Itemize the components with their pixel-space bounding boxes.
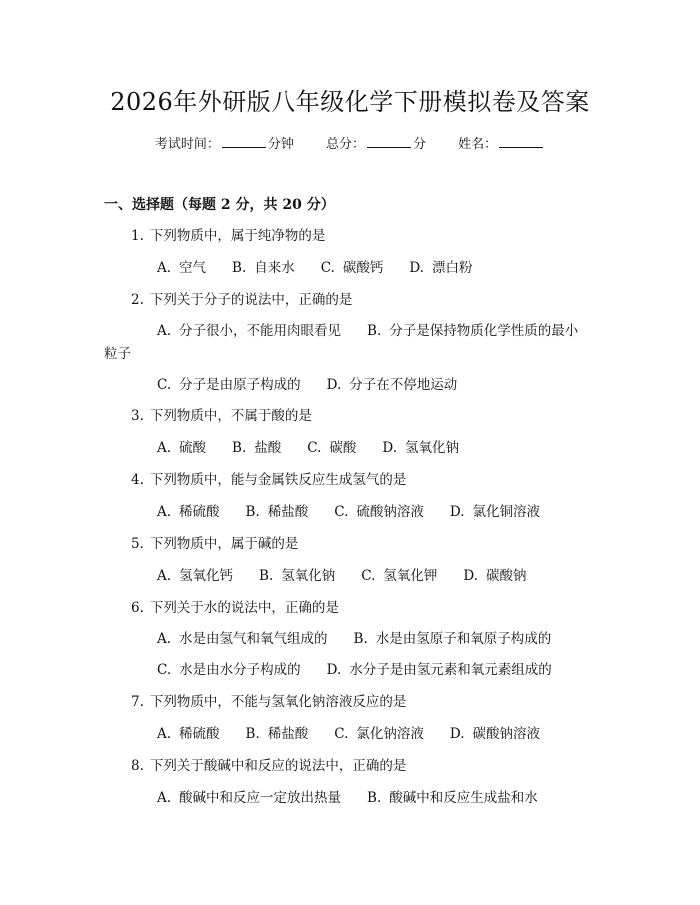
option-c: C. 水是由水分子构成的 — [157, 662, 301, 678]
option-b: B. 氢氧化钠 — [259, 568, 336, 584]
name-field — [458, 137, 545, 152]
option-c: C. 分子是由原子构成的 — [157, 377, 301, 393]
option-c: C. 碳酸 — [307, 440, 357, 456]
options-2-line2 — [157, 373, 483, 393]
question-number: 6. — [131, 600, 144, 616]
time-field — [155, 137, 294, 152]
option-c: C. 硫酸钠溶液 — [334, 504, 424, 520]
option-b-wrap: 粒子 — [104, 346, 131, 362]
option-d: D. 分子在不停地运动 — [326, 377, 458, 393]
question-8 — [131, 754, 406, 774]
score-label: 总分： — [325, 137, 365, 152]
option-d: D. 水分子是由氢元素和氧元素组成的 — [326, 662, 552, 678]
option-d: D. 氯化铜溶液 — [449, 504, 541, 520]
option-b: B. 分子是保持物质化学性质的最小 — [367, 323, 579, 339]
question-number: 4. — [131, 472, 144, 488]
options-6-line1 — [157, 627, 551, 647]
option-b: B. 稀盐酸 — [245, 726, 309, 742]
option-b: B. 酸碱中和反应生成盐和水 — [367, 790, 538, 806]
options-1 — [157, 256, 499, 276]
question-5 — [131, 532, 298, 552]
time-label: 考试时间： — [154, 137, 220, 152]
page-title: 2026年外研版八年级化学下册模拟卷及答案 — [110, 88, 590, 116]
options-3 — [157, 436, 485, 456]
question-number: 5. — [131, 536, 144, 552]
exam-meta — [0, 133, 700, 152]
options-7 — [157, 722, 540, 742]
question-text: 下列物质中，不属于酸的是 — [149, 408, 312, 424]
question-text: 下列物质中，能与金属铁反应生成氢气的是 — [149, 472, 407, 488]
question-number: 3. — [131, 408, 144, 424]
option-c: C. 氯化钠溶液 — [334, 726, 424, 742]
option-d: D. 碳酸钠溶液 — [449, 726, 541, 742]
option-c: C. 碳酸钙 — [320, 260, 384, 276]
option-d: D. 碳酸钠 — [463, 568, 527, 584]
question-text: 下列关于酸碱中和反应的说法中，正确的是 — [149, 758, 407, 774]
question-number: 2. — [131, 292, 144, 308]
question-text: 下列关于水的说法中，正确的是 — [149, 600, 339, 616]
options-5 — [157, 564, 553, 584]
name-blank — [499, 137, 543, 148]
question-6 — [131, 596, 339, 616]
options-6-line2 — [157, 658, 552, 678]
question-number: 7. — [131, 694, 144, 710]
options-8 — [157, 786, 564, 806]
question-text: 下列物质中，属于纯净物的是 — [149, 228, 326, 244]
question-1 — [131, 224, 325, 244]
option-b: B. 稀盐酸 — [245, 504, 309, 520]
time-unit: 分钟 — [267, 137, 294, 152]
option-a: A. 稀硫酸 — [157, 726, 220, 742]
option-a: A. 稀硫酸 — [157, 504, 220, 520]
option-b: B. 自来水 — [232, 260, 295, 276]
options-2-line1 — [157, 319, 578, 339]
options-4 — [157, 500, 566, 520]
score-unit: 分 — [413, 137, 427, 152]
score-blank — [367, 137, 411, 148]
question-7 — [131, 690, 406, 710]
question-number: 1. — [131, 228, 144, 244]
score-field — [326, 137, 426, 152]
question-4 — [131, 468, 406, 488]
section-title: 一、选择题（每题 2 分，共 20 分） — [104, 197, 335, 213]
option-a: A. 氢氧化钙 — [157, 568, 234, 584]
question-3 — [131, 404, 312, 424]
option-c: C. 氢氧化钾 — [361, 568, 438, 584]
option-a: A. 水是由氢气和氧气组成的 — [157, 631, 328, 647]
option-a: A. 空气 — [157, 260, 207, 276]
question-text: 下列关于分子的说法中，正确的是 — [149, 292, 353, 308]
option-a: A. 硫酸 — [157, 440, 207, 456]
question-number: 8. — [131, 758, 144, 774]
option-d: D. 氢氧化钠 — [382, 440, 460, 456]
option-b: B. 盐酸 — [232, 440, 282, 456]
question-2 — [131, 288, 352, 308]
option-d: D. 漂白粉 — [409, 260, 473, 276]
option-b: B. 水是由氢原子和氧原子构成的 — [353, 631, 552, 647]
option-a: A. 酸碱中和反应一定放出热量 — [157, 790, 342, 806]
time-blank — [222, 137, 266, 148]
option-a: A. 分子很小，不能用肉眼看见 — [157, 323, 342, 339]
name-label: 姓名： — [458, 137, 498, 152]
question-text: 下列物质中，属于碱的是 — [149, 536, 299, 552]
question-text: 下列物质中，不能与氢氧化钠溶液反应的是 — [149, 694, 407, 710]
